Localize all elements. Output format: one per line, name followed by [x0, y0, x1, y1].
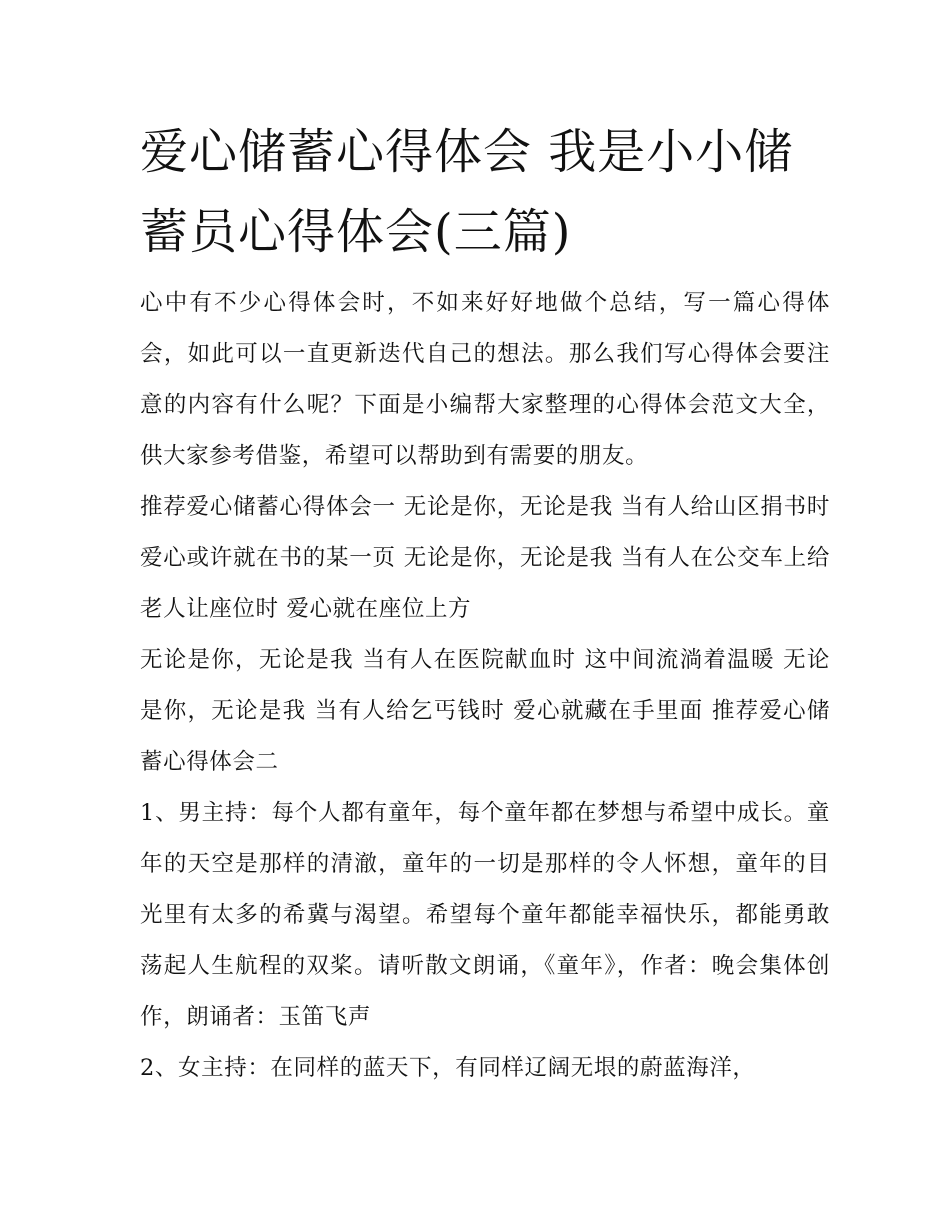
- paragraph-poem-two: 无论是你，无论是我 当有人在医院献血时 这中间流淌着温暖 无论是你，无论是我 当有人给乞丐钱时 爱心就藏在手里面 推荐爱心储蓄心得体会二: [140, 647, 830, 775]
- paragraph-host-female: 2、女主持：在同样的蓝天下，有同样辽阔无垠的蔚蓝海洋，: [140, 1055, 756, 1081]
- paragraph-host-male: 1、男主持：每个人都有童年，每个童年都在梦想与希望中成长。童年的天空是那样的清澈，童年的一切是那样的令人怀想，童年的目光里有太多的希冀与渴望。希望每个童年都能幸福快乐，都能勇敢荡起人生航程的双桨。请听散文朗诵，《童年》，作者：晚会集体创作，朗诵者：玉笛飞声: [140, 800, 830, 1030]
- document-body: [140, 278, 830, 1094]
- paragraph-intro: 心中有不少心得体会时，不如来好好地做个总结，写一篇心得体会，如此可以一直更新迭代自己的想法。那么我们写心得体会要注意的内容有什么呢？下面是小编帮大家整理的心得体会范文大全，供大家参考借鉴，希望可以帮助到有需要的朋友。: [140, 290, 830, 469]
- document-title: 爱心储蓄心得体会 我是小小储蓄员心得体会(三篇): [140, 124, 794, 260]
- paragraph-poem-one: 推荐爱心储蓄心得体会一 无论是你，无论是我 当有人给山区捐书时 爱心或许就在书的某一页 无论是你，无论是我 当有人在公交车上给老人让座位时 爱心就在座位上方: [140, 494, 830, 622]
